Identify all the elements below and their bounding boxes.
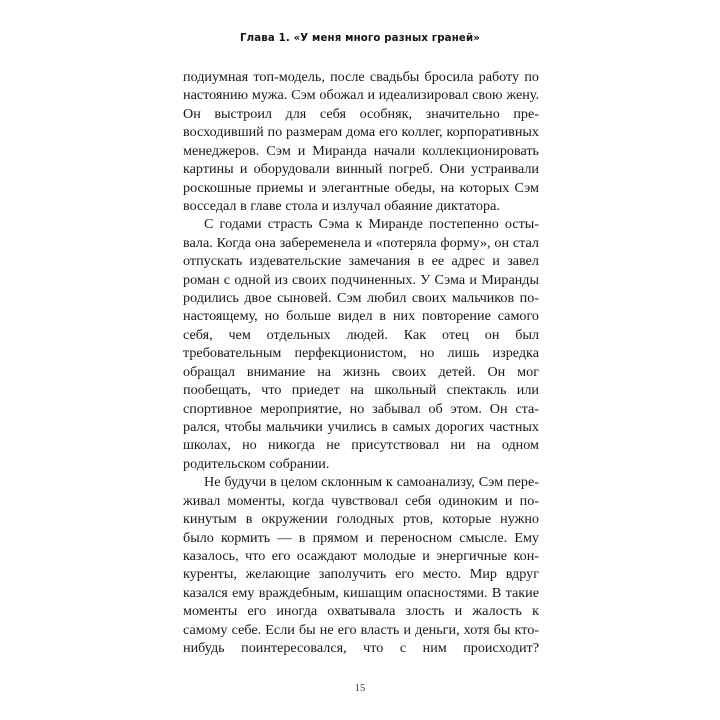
body-paragraph: С годами страсть Сэма к Миранде постепенно остывала. Когда она забеременела и «потеряла форму», он стал отпускать издевательские замечания в ее адрес и завел роман с одной из своих подчиненных. У Сэма и Миранды родились двое сыновей. Сэм любил своих мальчиков по-настоящему, но больше видел в них повторение самого себя, чем отдельных людей. Как отец он был требовательным перфекционистом, но лишь изредка обращал внимание на жизнь своих детей. Он мог пообещать, что приедет на школьный спектакль или спортивное мероприятие, но забывал об этом. Он старался, чтобы мальчики учились в самых дорогих частных школах, но никогда не присутствовал ни на одном родительском собрании. — [183, 216, 539, 472]
body-paragraph: подиумная топ-модель, после свадьбы бросила работу по настоянию мужа. Сэм обожал и идеализировал свою жену. Он выстроил для себя особняк, значительно превосходивший по размерам дома его коллег, корпоративных менеджеров. Сэм и Миранда начали коллекционировать картины и оборудовали винный погреб. Они устраивали роскошные приемы и элегантные обеды, на которых Сэм восседал в главе стола и излучал обаяние диктатора. — [183, 69, 539, 214]
body-text-block — [183, 68, 539, 658]
page-number: 15 — [354, 683, 366, 694]
body-paragraph: Не будучи в целом склонным к самоанализу, Сэм переживал моменты, когда чувствовал себя одиноким и покинутым в окружении голодных ртов, которые нужно было кормить — в прямом и переносном смысле. Ему казалось, что его осаждают молодые и энергичные конкуренты, желающие заполучить его место. Мир вдруг казался ему враждебным, кишащим опасностями. В такие моменты его иногда охватывала злость и жалость к самому себе. Если бы не его власть и деньги, хотя бы кто-нибудь поинтересовался, что с ним происходит? — [183, 474, 539, 657]
running-head-chapter-title: Глава 1. «У меня много разных граней» — [240, 33, 480, 44]
